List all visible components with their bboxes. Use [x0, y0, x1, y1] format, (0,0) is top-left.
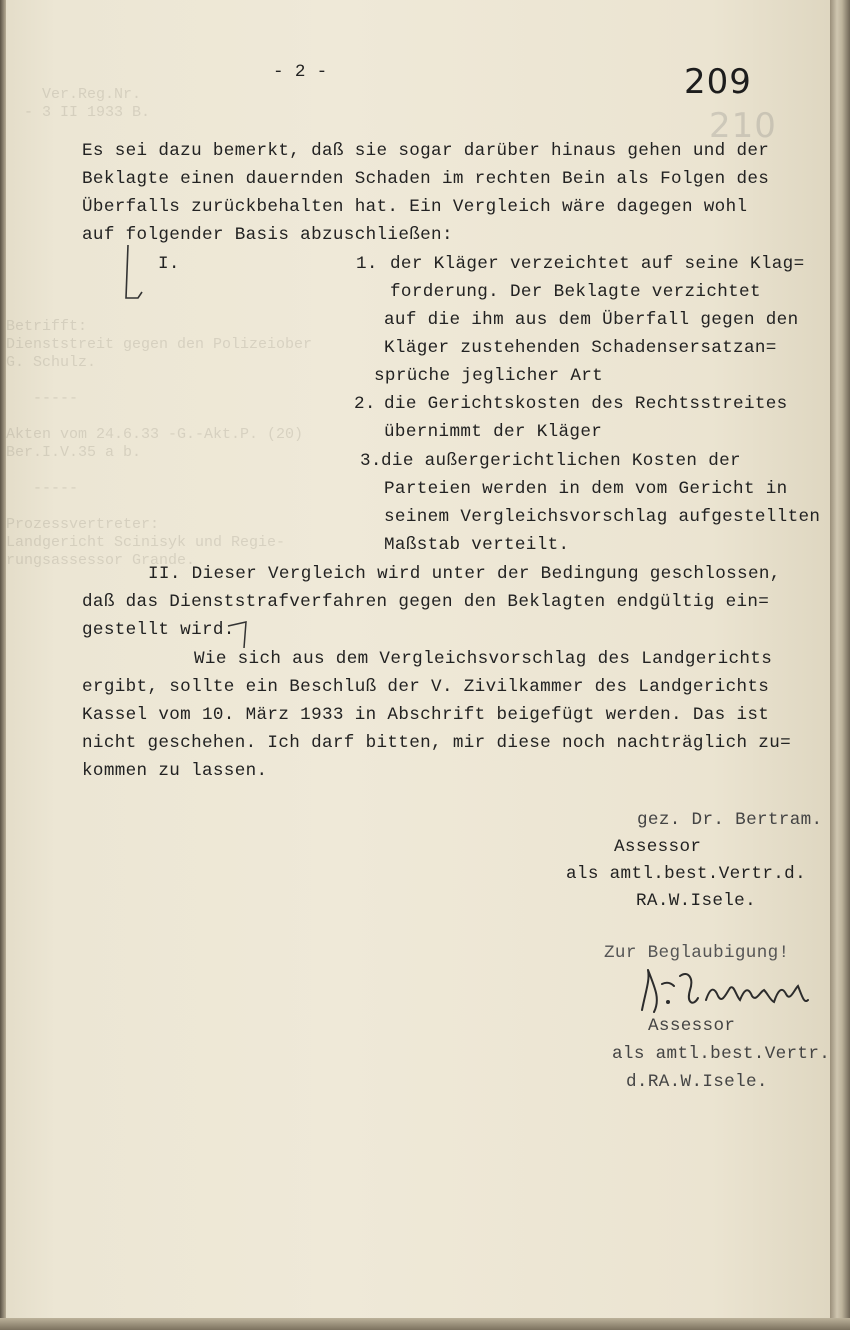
- item-number: 3.: [360, 451, 382, 471]
- page-marker: - 2 -: [273, 62, 328, 82]
- item-number: 2.: [354, 394, 376, 414]
- item-number: 1.: [356, 254, 378, 274]
- show-through-text: Ver.Reg.Nr. - 3 II 1933 B.: [24, 86, 151, 121]
- item-line: der Kläger verzeichtet auf seine Klag=: [390, 254, 805, 274]
- certification-label: Zur Beglaubigung!: [604, 943, 790, 963]
- certifier-firm: d.RA.W.Isele.: [626, 1072, 768, 1092]
- item-line: Maßstab verteilt.: [384, 535, 570, 555]
- body-line: gestellt wird.: [82, 620, 235, 640]
- folio-number: 209: [684, 62, 752, 102]
- body-line: Es sei dazu bemerkt, daß sie sogar darüber hinaus gehen und der: [82, 141, 770, 161]
- signer-role: als amtl.best.Vertr.d.: [566, 864, 806, 884]
- body-line: daß das Dienststrafverfahren gegen den Beklagten endgültig ein=: [82, 592, 770, 612]
- body-line: auf folgender Basis abzuschließen:: [82, 225, 453, 245]
- document-page: [6, 0, 836, 1318]
- item-line: auf die ihm aus dem Überfall gegen den: [384, 310, 799, 330]
- section-number-I: I.: [158, 254, 180, 274]
- body-line: Kassel vom 10. März 1933 in Abschrift beigefügt werden. Das ist: [82, 705, 770, 725]
- item-line: Parteien werden in dem vom Gericht in: [384, 479, 788, 499]
- body-line: Wie sich aus dem Vergleichsvorschlag des Landgerichts: [194, 649, 773, 669]
- body-line: Überfalls zurückbehalten hat. Ein Vergleich wäre dagegen wohl: [82, 197, 748, 217]
- signer-firm: RA.W.Isele.: [636, 891, 756, 911]
- body-line: nicht geschehen. Ich darf bitten, mir diese noch nachträglich zu=: [82, 733, 792, 753]
- signer-title: Assessor: [614, 837, 702, 857]
- item-line: forderung. Der Beklagte verzichtet: [390, 282, 761, 302]
- show-through-text: Betrifft: Dienststreit gegen den Polizeiober G. Schulz. ----- Akten vom 24.6.33 -G.-Akt.P. (20) Ber.I.V.35 a b. ----- Prozessvertreter: Landgericht Scinisyk und Regie- rungsassessor Grande.: [6, 318, 313, 569]
- item-line: Kläger zustehenden Schadensersatzan=: [384, 338, 777, 358]
- item-line: die außergerichtlichen Kosten der: [381, 451, 741, 471]
- closing-bracket-mark: [224, 614, 264, 654]
- body-line: ergibt, sollte ein Beschluß der V. Zivilkammer des Landgerichts: [82, 677, 770, 697]
- item-line: übernimmt der Kläger: [384, 422, 603, 442]
- bracket-mark: [114, 242, 144, 302]
- certifier-title: Assessor: [648, 1016, 736, 1036]
- item-line: die Gerichtskosten des Rechtsstreites: [384, 394, 788, 414]
- signed-name: gez. Dr. Bertram.: [637, 810, 823, 830]
- body-line: Beklagte einen dauernden Schaden im rechten Bein als Folgen des: [82, 169, 770, 189]
- folio-number-faint: 210: [709, 106, 777, 146]
- body-line: kommen zu lassen.: [82, 761, 268, 781]
- certifier-role: als amtl.best.Vertr.: [612, 1044, 831, 1064]
- item-line: sprüche jeglicher Art: [374, 366, 604, 386]
- page-stack-edge: [830, 0, 850, 1330]
- body-line: II. Dieser Vergleich wird unter der Bedingung geschlossen,: [148, 564, 781, 584]
- item-line: seinem Vergleichsvorschlag aufgestellten: [384, 507, 821, 527]
- page-bottom-edge: [0, 1318, 850, 1330]
